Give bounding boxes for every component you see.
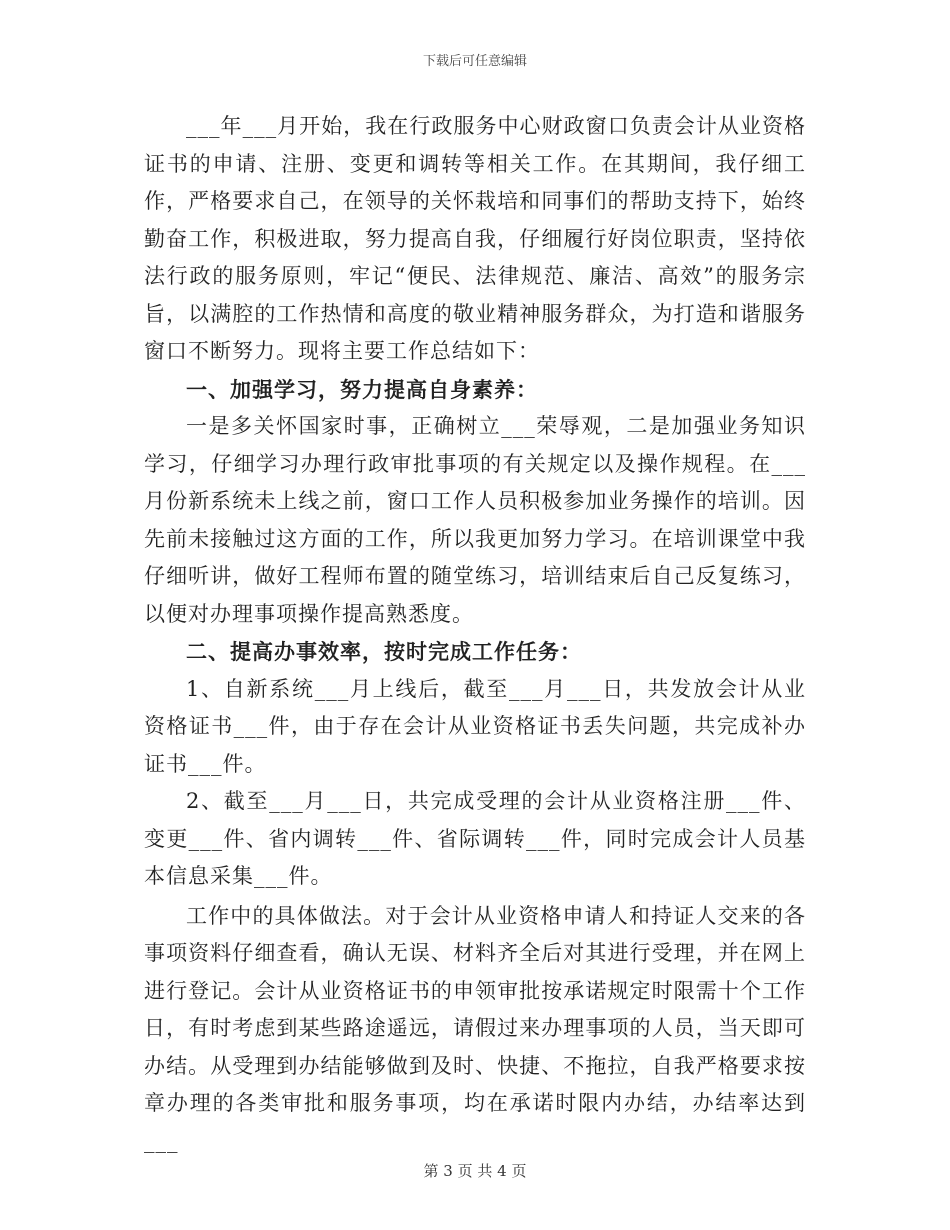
section-1-paragraph: 一是多关怀国家时事，正确树立___荣辱观，二是加强业务知识学习，仔细学习办理行政审批事项的有关规定以及操作规程。在___月份新系统未上线之前，窗口工作人员积极参加业务操作的培训。因先前未接触过这方面的工作，所以我更加努力学习。在培训课堂中我仔细听讲，做好工程师布置的随堂练习，培训结束后自己反复练习，以便对办理事项操作提高熟悉度。 [144, 414, 806, 626]
section-heading-2: 二、提高办事效率，按时完成工作任务： [186, 639, 582, 664]
page-number: 第 3 页 共 4 页 [423, 1162, 527, 1180]
item-2-paragraph: 2、截至___月___日，共完成受理的会计从业资格注册___件、变更___件、省内调转___件、省际调转___件，同时完成会计人员基本信息采集___件。 [144, 789, 806, 888]
intro-paragraph: ___年___月开始，我在行政服务中心财政窗口负责会计从业资格证书的申请、注册、变更和调转等相关工作。在其期间，我仔细工作，严格要求自己，在领导的关怀栽培和同事们的帮助支持下，始终勤奋工作，积极进取，努力提高自我，仔细履行好岗位职责，坚持依法行政的服务原则，牢记“便民、法律规范、廉洁、高效”的服务宗旨，以满腔的工作热情和高度的敬业精神服务群众，为打造和谐服务窗口不断努力。现将主要工作总结如下： [144, 114, 806, 363]
page-header: 下载后可任意编辑 [422, 54, 527, 69]
item-1-paragraph: 1、自新系统___月上线后，截至___月___日，共发放会计从业资格证书___件，由于存在会计从业资格证书丢失问题，共完成补办证书___件。 [144, 676, 806, 776]
method-paragraph: 工作中的具体做法。对于会计从业资格申请人和持证人交来的各事项资料仔细查看，确认无误、材料齐全后对其进行受理，并在网上进行登记。会计从业资格证书的申领审批按承诺规定时限需十个工作日，有时考虑到某些路途遥远，请假过来办理事项的人员，当天即可办结。从受理到办结能够做到及时、快捷、不拖拉，自我严格要求按章办理的各类审批和服务事项，均在承诺时限内办结，办结率达到___ [144, 903, 806, 1153]
document-body [144, 108, 806, 1160]
section-heading-1: 一、加强学习，努力提高自身素养： [186, 376, 538, 402]
